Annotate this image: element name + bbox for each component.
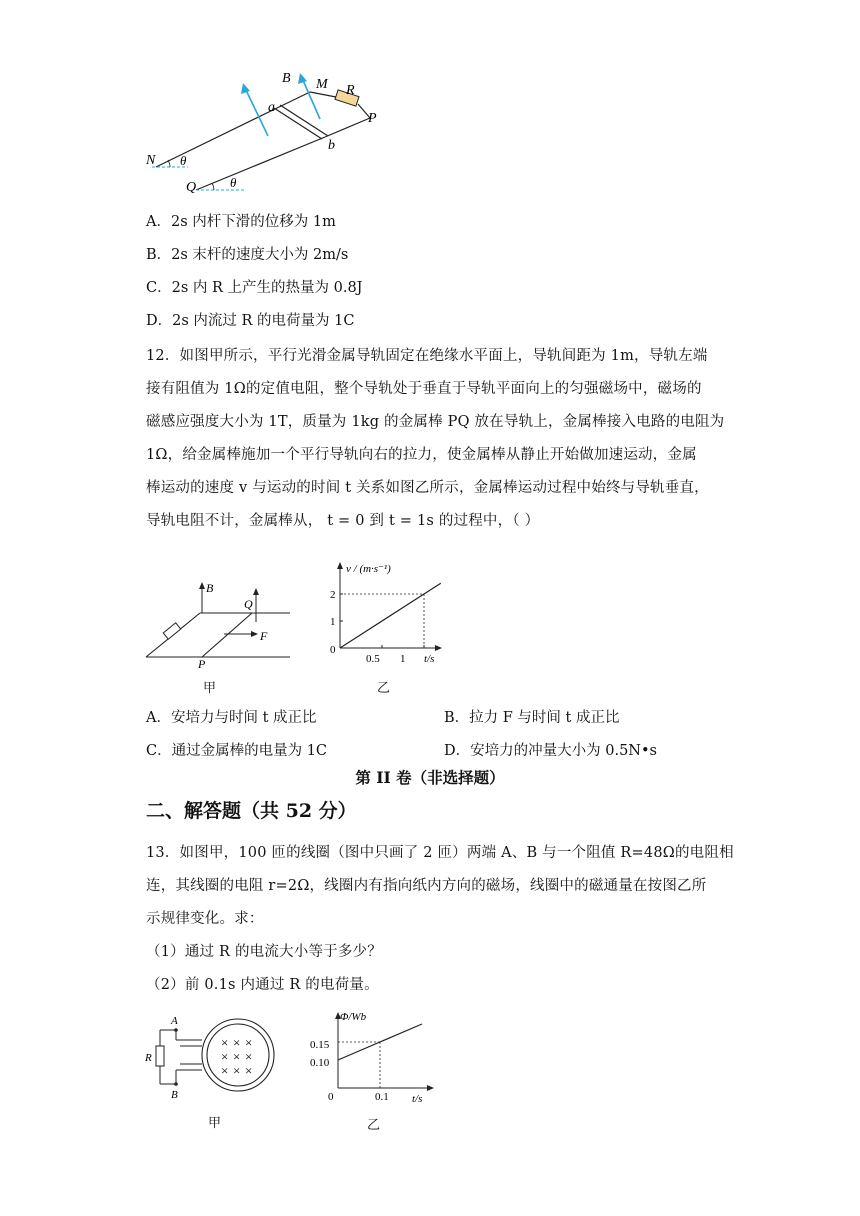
- vt-xtick-1: 1: [400, 653, 406, 665]
- q12-figure-jia: [140, 570, 300, 670]
- q12-vt-chart: [320, 552, 450, 672]
- coil-label-A: A: [171, 1015, 178, 1027]
- label-b: b: [328, 138, 335, 153]
- q12-line-1: 12．如图甲所示，平行光滑金属导轨固定在绝缘水平面上，导轨间距为 1m，导轨左端: [146, 348, 708, 364]
- q12-caption-jia: 甲: [203, 681, 217, 696]
- q13-line-1: 13．如图甲，100 匝的线圈（图中只画了 2 匝）两端 A、B 与一个阻值 R=48Ω的电阻相: [146, 845, 734, 861]
- field-cross-2: ×: [245, 1035, 253, 1050]
- q12-option-b: B．拉力 F 与时间 t 成正比: [444, 710, 620, 726]
- q11-option-c: C．2s 内 R 上产生的热量为 0.8J: [146, 280, 363, 296]
- vt-ylabel: v / (m·s⁻¹): [346, 563, 391, 575]
- label-Q: Q: [186, 180, 197, 195]
- q12-line-4: 1Ω，给金属棒施加一个平行导轨向右的拉力，使金属棒从静止开始做加速运动，金属: [146, 447, 697, 463]
- q13-line-3: 示规律变化。求：: [146, 911, 264, 927]
- q13-caption-yi: 乙: [367, 1118, 381, 1133]
- label-theta-1: θ: [180, 153, 187, 168]
- q13-sub-2: （2）前 0.1s 内通过 R 的电荷量。: [146, 977, 379, 993]
- label-a: a: [268, 100, 275, 115]
- label-R: R: [346, 83, 355, 98]
- label-M: M: [316, 77, 328, 92]
- field-cross-7: ×: [233, 1063, 241, 1078]
- phi-xtick-01: 0.1: [375, 1091, 389, 1103]
- field-cross-8: ×: [245, 1063, 253, 1078]
- q12-caption-yi: 乙: [377, 681, 391, 696]
- q12-line-6: 导轨电阻不计，金属棒从， t = 0 到 t = 1s 的过程中，（ ）: [146, 513, 540, 529]
- phi-ytick-015: 0.15: [310, 1039, 330, 1051]
- q12-option-a: A．安培力与时间 t 成正比: [146, 710, 317, 726]
- field-cross-0: ×: [221, 1035, 229, 1050]
- q11-option-a: A．2s 内杆下滑的位移为 1m: [146, 214, 336, 230]
- section-title: 二、解答题（共 52 分）: [146, 800, 357, 822]
- q13-figure-jia: [140, 1012, 280, 1104]
- q12-line-2: 接有阻值为 1Ω的定值电阻，整个导轨处于垂直于导轨平面向上的匀强磁场中，磁场的: [146, 381, 702, 397]
- q11-option-b: B．2s 末杆的速度大小为 2m/s: [146, 247, 349, 263]
- jia-label-Q: Q: [244, 597, 253, 611]
- label-N: N: [146, 153, 156, 168]
- field-cross-5: ×: [245, 1049, 253, 1064]
- vt-xtick-05: 0.5: [366, 653, 380, 665]
- coil-label-B: B: [171, 1089, 178, 1101]
- field-cross-6: ×: [221, 1063, 229, 1078]
- jia-label-F: F: [260, 629, 268, 643]
- q12-line-5: 棒运动的速度 v 与运动的时间 t 关系如图乙所示，金属棒运动过程中始终与导轨垂直，: [146, 480, 709, 496]
- part2-title: 第 II 卷（非选择题）: [355, 768, 505, 787]
- vt-series-line: [340, 583, 441, 648]
- q13-sub-1: （1）通过 R 的电流大小等于多少？: [146, 944, 382, 960]
- vt-origin: 0: [330, 644, 336, 656]
- jia-label-B: B: [206, 581, 214, 595]
- q13-phi-chart: [300, 1006, 440, 1106]
- q12-option-d: D．安培力的冲量大小为 0.5N•s: [444, 743, 657, 759]
- q12-line-3: 磁感应强度大小为 1T，质量为 1kg 的金属棒 PQ 放在导轨上，金属棒接入电路的电阻为: [146, 414, 725, 430]
- q11-option-d: D．2s 内流过 R 的电荷量为 1C: [146, 313, 355, 329]
- label-B: B: [282, 71, 291, 86]
- vt-xlabel: t/s: [424, 653, 435, 665]
- jia-label-P: P: [198, 657, 206, 670]
- phi-ytick-010: 0.10: [310, 1057, 330, 1069]
- q12-option-c: C．通过金属棒的电量为 1C: [146, 743, 328, 759]
- phi-xlabel: t/s: [412, 1093, 423, 1105]
- q13-caption-jia: 甲: [208, 1116, 222, 1131]
- vt-ytick-2: 2: [330, 589, 336, 601]
- q13-line-2: 连，其线圈的电阻 r=2Ω，线圈内有指向纸内方向的磁场，线圈中的磁通量在按图乙所: [146, 878, 707, 894]
- field-cross-3: ×: [221, 1049, 229, 1064]
- phi-ylabel: Φ/Wb: [340, 1011, 367, 1023]
- label-theta-2: θ: [230, 175, 237, 190]
- q11-figure: [140, 64, 400, 196]
- label-P: P: [368, 111, 377, 126]
- phi-origin: 0: [328, 1091, 334, 1103]
- field-cross-1: ×: [233, 1035, 241, 1050]
- vt-ytick-1: 1: [330, 616, 336, 628]
- coil-label-R: R: [145, 1052, 152, 1064]
- field-cross-4: ×: [233, 1049, 241, 1064]
